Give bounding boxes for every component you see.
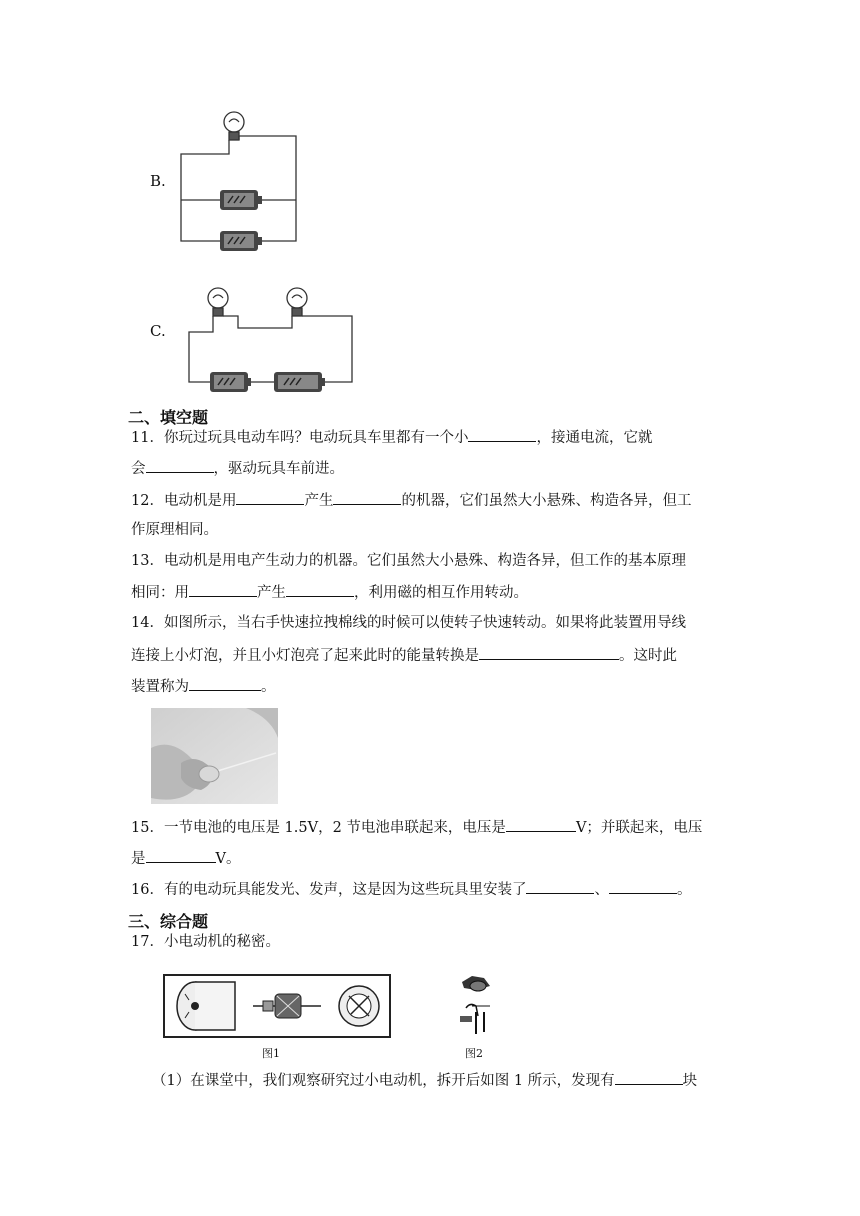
end-cap-icon [339,986,379,1026]
question-15-cont [131,848,240,869]
q16-text: 16．有的电动玩具能发光、发声，这是因为这些玩具里安装了 [131,882,527,898]
question-15 [131,817,702,838]
q15-text: 15．一节电池的电压是 1.5V，2 节电池串联起来，电压是 [131,820,506,836]
figure-1-caption: 图1 [262,1047,280,1060]
answer-blank[interactable] [506,817,576,832]
answer-blank[interactable] [615,1070,683,1085]
battery-icon [220,190,262,210]
answer-blank[interactable] [189,676,261,691]
q13-text: 相同：用 [131,585,189,601]
q12-text: 12．电动机是用 [131,493,237,509]
figure-2-motor-model [454,972,504,1038]
section-fill-heading: 二、填空题 [128,408,209,427]
question-14: 14．如图所示，当右手快速拉拽棉线的时候可以使转子快速转动。如果将此装置用导线 [131,615,686,631]
q14-text: 连接上小灯泡，并且小灯泡亮了起来此时的能量转换是 [131,648,479,664]
motor-casing-icon [177,982,235,1030]
q11-text: ，接通电流，它就 [536,430,653,446]
question-17-part-1 [152,1070,697,1091]
question-14-cont2 [131,676,276,697]
bulb-icon [208,288,228,308]
bulb-icon [287,288,307,308]
q14-text: 装置称为 [131,679,189,695]
answer-blank[interactable] [146,458,214,473]
battery-icon [210,372,251,392]
q17-text: 块 [682,1073,698,1089]
question-12 [131,490,691,511]
q15-text: 是 [131,851,146,867]
q13-text: ，利用磁的相互作用转动。 [354,585,528,601]
section-comprehensive-heading: 三、综合题 [128,912,209,931]
question-12-cont: 作原理相同。 [131,522,218,538]
q17-text: （1）在课堂中，我们观察研究过小电动机，拆开后如图 1 所示，发现有 [152,1073,615,1089]
question-13: 13．电动机是用电产生动力的机器。它们虽然大小悬殊、构造各异，但工作的基本原理 [131,553,686,569]
bulb-icon [224,112,244,132]
q16-text: 、 [594,882,609,898]
q11-text: 会 [131,461,146,477]
figure-1-motor-parts [163,974,391,1038]
answer-blank[interactable] [236,490,304,505]
answer-blank[interactable] [146,848,216,863]
answer-blank[interactable] [189,582,257,597]
answer-blank[interactable] [286,582,354,597]
circuit-diagram-b [178,104,303,252]
q15-text: V。 [215,851,241,867]
answer-blank[interactable] [333,490,401,505]
circuit-diagram-c [186,282,356,392]
option-b-label: B. [150,172,166,190]
question-11-cont [131,458,344,479]
battery-icon [220,231,262,251]
question-14-cont [131,645,677,666]
q12-text: 的机器，它们虽然大小悬殊、构造各异，但工 [401,493,692,509]
question-17: 17．小电动机的秘密。 [131,934,280,950]
hand-pulling-string-photo [151,708,278,804]
q12-text: 产生 [304,493,334,509]
figure-2-caption: 图2 [465,1047,483,1060]
answer-blank[interactable] [609,879,677,894]
answer-blank[interactable] [468,427,536,442]
question-11 [131,427,652,448]
q11-text: 11．你玩过玩具电动车吗？电动玩具车里都有一个小 [131,430,469,446]
question-16 [131,879,691,900]
answer-blank[interactable] [526,879,594,894]
q14-text: 。 [261,679,276,695]
answer-blank[interactable] [479,645,619,660]
battery-icon [274,372,325,392]
q15-text: V；并联起来，电压 [575,820,703,836]
q11-text: ，驱动玩具车前进。 [213,461,344,477]
q16-text: 。 [676,882,692,898]
option-c-label: C. [150,322,166,340]
question-13-cont [131,582,528,603]
q13-text: 产生 [257,585,286,601]
q14-text: 。这时此 [619,648,677,664]
